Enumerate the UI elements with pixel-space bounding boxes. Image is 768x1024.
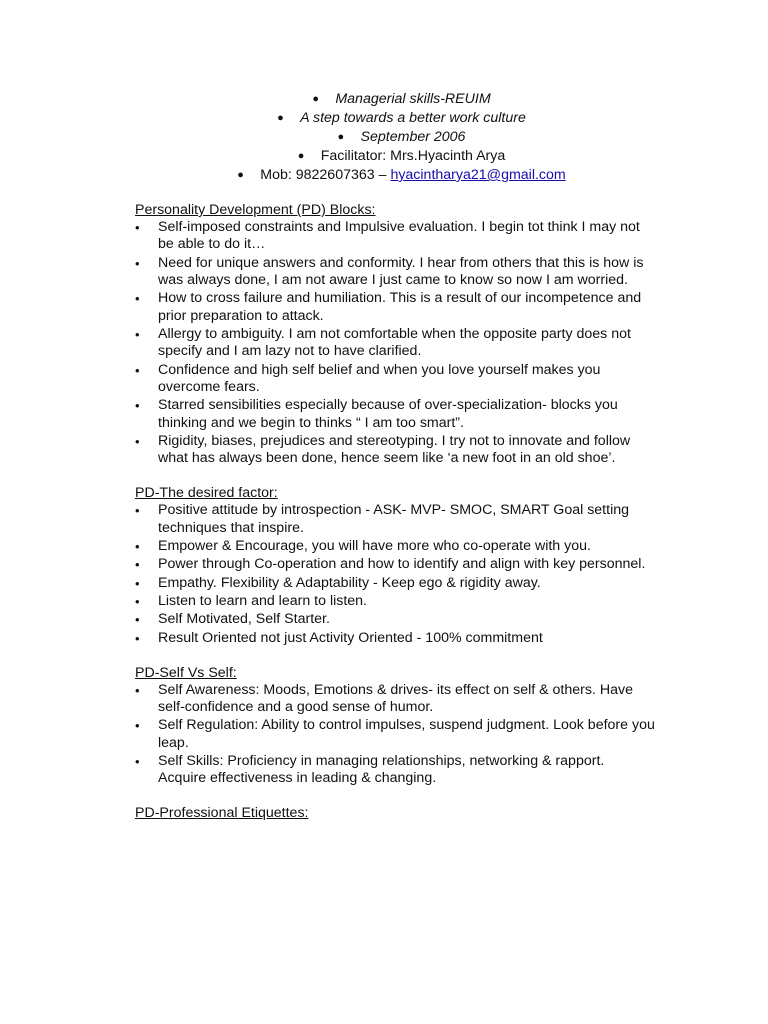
email-link[interactable]: hyacintharya21@gmail.com: [390, 167, 566, 183]
list-item: • Listen to learn and learn to listen.: [135, 593, 655, 610]
document-body: [135, 201, 655, 839]
header-line-contact: [0, 166, 768, 185]
list-item: • Self Regulation: Ability to control impulses, suspend judgment. Look before you leap.: [135, 717, 655, 752]
list-item: • Self Awareness: Moods, Emotions & drives- its effect on self & others. Have self-confidence and a good sense of humor.: [135, 682, 655, 717]
list-item: • Result Oriented not just Activity Oriented - 100% commitment: [135, 630, 655, 647]
header-line-subtitle: [0, 109, 768, 128]
section-self-vs-self: [135, 664, 655, 788]
list-item: • Power through Co-operation and how to identify and align with key personnel.: [135, 556, 655, 573]
list-item: • How to cross failure and humiliation. This is a result of our incompetence and prior preparation to attack.: [135, 290, 655, 325]
section-title: PD-The desired factor:: [135, 485, 278, 502]
bullet-icon: ●: [237, 169, 244, 181]
header-title: Managerial skills-REUIM: [335, 91, 491, 107]
section-title: PD-Professional Etiquettes:: [135, 805, 309, 822]
list-item: • Empower & Encourage, you will have more who co-operate with you.: [135, 538, 655, 555]
section-desired-factor: [135, 484, 655, 647]
header-subtitle: A step towards a better work culture: [300, 110, 526, 126]
header-facilitator: Facilitator: Mrs.Hyacinth Arya: [320, 148, 506, 164]
document-header: [0, 90, 768, 185]
header-line-title: [0, 90, 768, 109]
bullet-icon: ●: [337, 131, 345, 143]
bullet-icon: ●: [297, 150, 305, 162]
list-item: • Self-imposed constraints and Impulsive evaluation. I begin tot think I may not be able to do it…: [135, 219, 655, 254]
bullet-icon: ●: [312, 93, 319, 105]
list-item: • Self Skills: Proficiency in managing relationships, networking & rapport. Acquire effectiveness in leading & changing.: [135, 753, 655, 788]
section-pd-blocks: [135, 201, 655, 468]
section-title: Personality Development (PD) Blocks:: [135, 202, 376, 218]
list-item: • Need for unique answers and conformity. I hear from others that this is how is was always done, I am not aware I just came to know so now I am worried.: [135, 255, 655, 290]
list-item: • Rigidity, biases, prejudices and stereotyping. I try not to innovate and follow what has always been done, hence seem like ‘a new foot in an old shoe’.: [135, 433, 655, 468]
list-item: • Empathy. Flexibility & Adaptability - Keep ego & rigidity away.: [135, 575, 655, 592]
header-mobile: Mob: 9822607363 –: [260, 167, 391, 183]
bullet-list: [135, 219, 655, 468]
list-item: • Self Motivated, Self Starter.: [135, 611, 655, 628]
list-item: • Positive attitude by introspection - ASK- MVP- SMOC, SMART Goal setting techniques that inspire.: [135, 502, 655, 537]
header-line-date: [0, 128, 768, 147]
header-line-facilitator: [0, 147, 768, 166]
list-item: • Allergy to ambiguity. I am not comfortable when the opposite party does not specify and I am lazy not to have clarified.: [135, 326, 655, 361]
list-item: • Confidence and high self belief and when you love yourself makes you overcome fears.: [135, 362, 655, 397]
section-professional-etiquettes: [135, 804, 655, 822]
header-date: September 2006: [360, 129, 466, 145]
bullet-list: [135, 682, 655, 788]
list-item: • Starred sensibilities especially because of over-specialization- blocks you thinking and we begin to thinks “ I am too smart”.: [135, 397, 655, 432]
bullet-list: [135, 502, 655, 647]
section-title: PD-Self Vs Self:: [135, 664, 237, 681]
bullet-icon: ●: [277, 112, 284, 124]
